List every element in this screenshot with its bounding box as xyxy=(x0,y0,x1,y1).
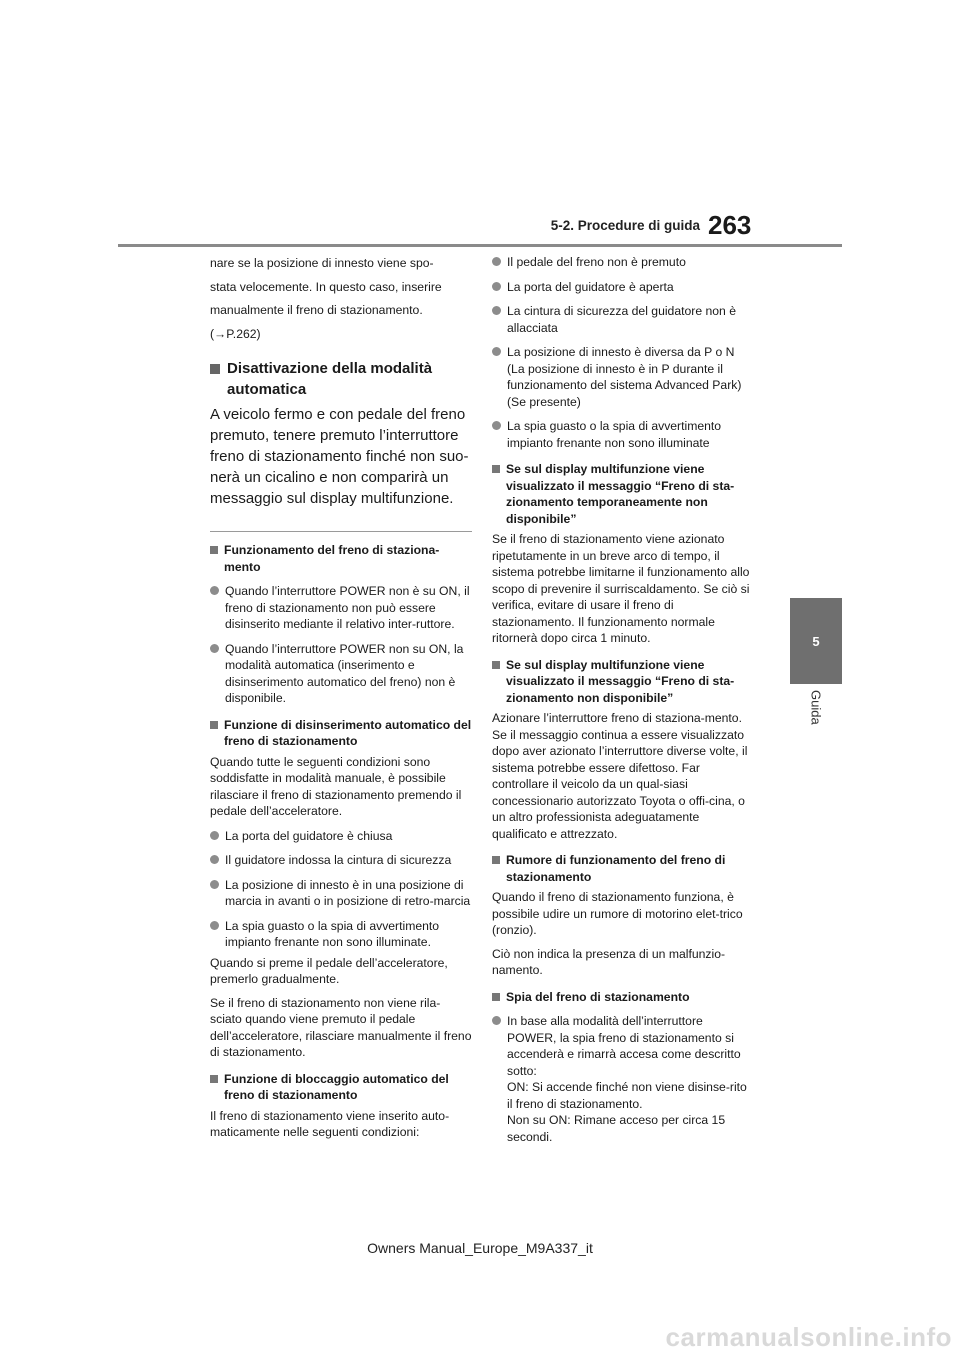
paragraph: Quando si preme il pedale dell’acceleratore, premerlo gradualmente. xyxy=(210,955,448,986)
round-bullet-icon xyxy=(492,421,501,430)
list-item xyxy=(492,279,754,296)
subsection-heading-text: Funzione di bloccaggio automatico del freno di stazionamento xyxy=(224,1071,449,1102)
list-item-text: Quando l’interruttore POWER non su ON, la modalità automatica (inserimento e disinserimento automatico del freno) non è disponibile. xyxy=(225,641,464,705)
paragraph: Quando il freno di stazionamento funziona, è possibile udire un rumore di motorino elet-trico (ronzio). xyxy=(492,890,743,937)
list-item xyxy=(210,918,472,951)
main-heading xyxy=(210,358,472,400)
chapter-tab xyxy=(790,598,842,684)
subsection-heading-text: Rumore di funzionamento del freno di stazionamento xyxy=(506,853,726,884)
list-item xyxy=(210,877,472,910)
list-item xyxy=(210,828,472,845)
paragraph: Azionare l’interruttore freno di staziona-mento. Se il messaggio continua a essere visualizzato dopo aver azionato l’interruttore diverse volte, il sistema potrebbe essere difettoso. Far controllare il veicolo da un qual-siasi concessionario autorizzato Toyota o offi-cina, o un altro professionista adeguatamente qualificato e attrezzato. xyxy=(492,711,748,841)
round-bullet-icon xyxy=(210,921,219,930)
round-bullet-icon xyxy=(492,306,501,315)
list-item xyxy=(492,254,754,271)
list-item xyxy=(210,641,472,707)
list-item xyxy=(492,344,754,410)
subsection-heading-text: Se sul display multifunzione viene visualizzato il messaggio “Freno di sta-zionamento non disponibile” xyxy=(506,657,735,705)
intro-text xyxy=(210,254,472,344)
subsection-heading-text: Spia del freno di stazionamento xyxy=(506,989,690,1004)
list-item-text: Il guidatore indossa la cintura di sicurezza xyxy=(225,853,452,867)
subsection-heading xyxy=(492,852,754,885)
right-column xyxy=(492,254,754,1145)
square-bullet-icon xyxy=(492,993,500,1001)
paragraph: Quando tutte le seguenti condizioni sono soddisfatte in modalità manuale, è possibile rilasciare il freno di stazionamento premendo il pedale dell’acceleratore. xyxy=(210,754,462,818)
square-bullet-icon xyxy=(210,546,218,554)
list-item-text: La posizione di innesto è diversa da P o N (La posizione di innesto è in P durante il funzionamento del sistema Advanced Park) (Se presente) xyxy=(507,345,742,409)
footer-document-id: Owners Manual_Europe_M9A337_it xyxy=(367,1240,593,1256)
subsection-heading-text: Se sul display multifunzione viene visualizzato il messaggio “Freno di sta-zionamento temporaneamente non disponibile” xyxy=(506,462,735,526)
round-bullet-icon xyxy=(492,257,501,266)
section-divider xyxy=(210,531,472,532)
main-heading-text: Disattivazione della modalità automatica xyxy=(227,360,433,398)
intro-line: stata velocemente. In questo caso, inserire xyxy=(210,279,442,294)
list-item xyxy=(492,1013,754,1145)
paragraph: Il freno di stazionamento viene inserito auto-maticamente nelle seguenti condizioni: xyxy=(210,1108,450,1139)
chapter-label: Guida xyxy=(808,690,824,725)
list-item-text: La porta del guidatore è chiusa xyxy=(225,828,393,843)
list-item-text: La spia guasto o la spia di avvertimento impianto frenante non sono illuminate xyxy=(507,419,722,450)
main-body: A veicolo fermo e con pedale del freno premuto, tenere premuto l’interruttore freno di stazionamento finché non suo-nerà un cicalino e non comparirà un messaggio sul display multifunzione. xyxy=(210,406,469,507)
header-divider xyxy=(118,244,842,247)
round-bullet-icon xyxy=(210,855,219,864)
subsection-heading-text: Funzione di disinserimento automatico del freno di stazionamento xyxy=(224,717,472,748)
subsection-heading xyxy=(492,989,754,1006)
subsection-heading xyxy=(210,1071,472,1104)
section-title: 5-2. Procedure di guida xyxy=(550,218,700,233)
list-item xyxy=(492,303,754,336)
round-bullet-icon xyxy=(210,586,219,595)
list-item-text: Quando l’interruttore POWER non è su ON, il freno di stazionamento non può essere disinserito mediante il relativo inter-ruttore. xyxy=(225,584,470,631)
square-bullet-icon xyxy=(492,465,500,473)
round-bullet-icon xyxy=(210,644,219,653)
list-item-text: La posizione di innesto è in una posizione di marcia in avanti o in posizione di retro-marcia xyxy=(225,877,471,908)
round-bullet-icon xyxy=(492,1016,501,1025)
paragraph: Se il freno di stazionamento non viene rila-sciato quando viene premuto il pedale dell’acceleratore, rilasciare manualmente il freno di stazionamento. xyxy=(210,995,472,1059)
chapter-number: 5 xyxy=(812,633,820,649)
paragraph: Se il freno di stazionamento viene azionato ripetutamente in un breve arco di tempo, il sistema potrebbe limitarne il funzionamento allo scopo di prevenire il surriscaldamento. Se ciò si verifica, evitare di usare il freno di stazionamento. Il funzionamento normale ritornerà dopo circa 1 minuto. xyxy=(492,532,750,645)
subsection-heading-text: Funzionamento del freno di staziona-mento xyxy=(224,543,440,574)
subsection-heading xyxy=(210,717,472,750)
subsection-heading xyxy=(492,657,754,707)
watermark: carmanualsonline.info xyxy=(665,1322,952,1352)
list-item-text: La porta del guidatore è aperta xyxy=(507,279,674,294)
subsection-heading xyxy=(492,461,754,527)
list-item xyxy=(492,418,754,451)
square-bullet-icon xyxy=(210,721,218,729)
subsection-heading xyxy=(210,542,472,575)
page-number: 263 xyxy=(708,210,752,240)
list-item xyxy=(210,852,472,869)
intro-line: nare se la posizione di innesto viene spo- xyxy=(210,256,434,270)
intro-line: manualmente il freno di stazionamento. xyxy=(210,303,423,317)
list-item-text: La spia guasto o la spia di avvertimento impianto frenante non sono illuminate. xyxy=(225,918,440,949)
round-bullet-icon xyxy=(210,831,219,840)
left-column xyxy=(210,254,472,1141)
list-item-text: La cintura di sicurezza del guidatore non è allacciata xyxy=(507,304,736,335)
square-bullet-icon xyxy=(210,364,220,374)
round-bullet-icon xyxy=(492,282,501,291)
list-item xyxy=(210,583,472,633)
list-item-text: In base alla modalità dell’interruttore POWER, la spia freno di stazionamento si accenderà e rimarrà accesa come descritto sotto: ON: Si accende finché non viene disinse-rito il freno di stazionamento. Non su ON: Rimane acceso per circa 15 secondi. xyxy=(507,1014,747,1144)
square-bullet-icon xyxy=(492,661,500,669)
round-bullet-icon xyxy=(210,880,219,889)
page-reference: (→P.262) xyxy=(210,326,261,341)
paragraph: Ciò non indica la presenza di un malfunzio-namento. xyxy=(492,946,726,977)
round-bullet-icon xyxy=(492,347,501,356)
square-bullet-icon xyxy=(492,856,500,864)
square-bullet-icon xyxy=(210,1075,218,1083)
list-item-text: Il pedale del freno non è premuto xyxy=(507,255,686,269)
